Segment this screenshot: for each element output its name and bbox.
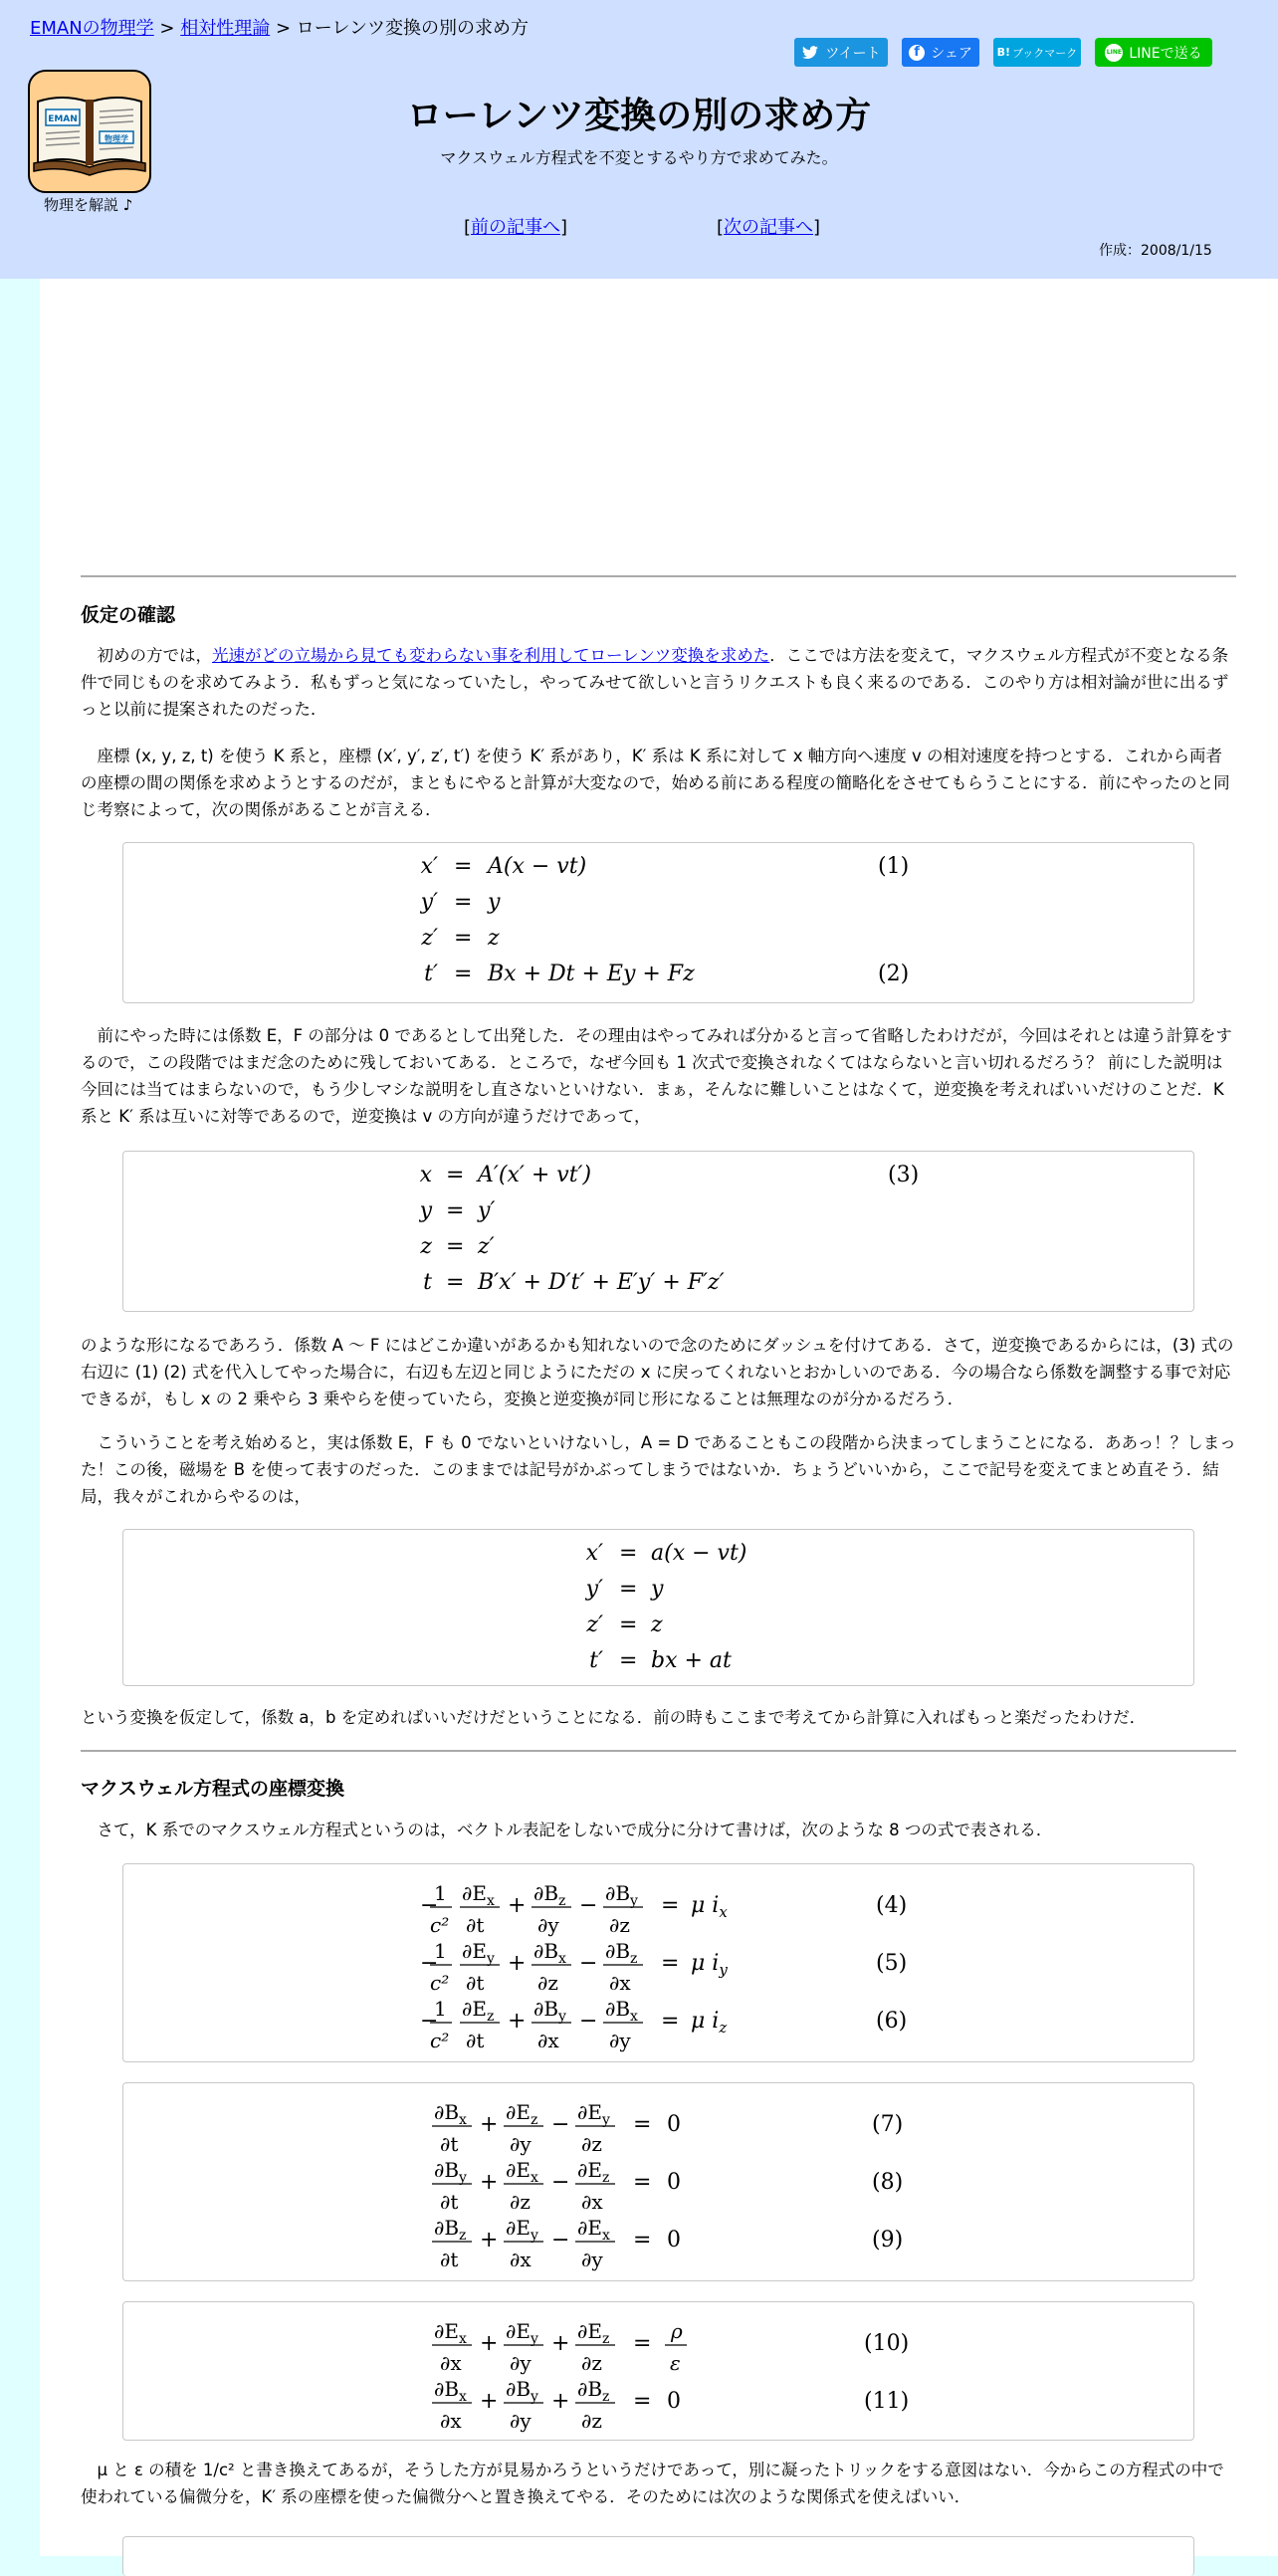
svg-text:∂t: ∂t <box>466 2029 485 2052</box>
svg-text:+: + <box>480 2389 499 2414</box>
page-header <box>0 0 1278 279</box>
svg-text:∂Ez: $\partial E_z$ <box>506 2100 538 2128</box>
svg-text:∂t: ∂t <box>440 2190 459 2214</box>
equation-lhs: y′ <box>420 890 438 915</box>
equals-sign: = <box>454 962 473 986</box>
equation-box-gauss <box>122 2301 1194 2441</box>
svg-text:+: + <box>480 2112 499 2137</box>
equation-set-1 <box>123 843 1193 1002</box>
equation-lhs: x <box>419 1163 432 1187</box>
equals-sign: = <box>619 1541 638 1566</box>
twitter-bird-icon <box>801 44 819 62</box>
svg-text:∂z: ∂z <box>581 2409 602 2433</box>
svg-text:∂Bx: $\partial B_x$ <box>434 2377 467 2405</box>
svg-text:∂Bz: $\partial B_z$ <box>434 2216 467 2244</box>
section-divider <box>81 575 1236 577</box>
equation-lhs: t <box>423 1270 432 1295</box>
line-send-button[interactable] <box>1095 38 1212 67</box>
equation-number: (9) <box>872 2228 904 2253</box>
svg-text:−: − <box>551 2228 570 2253</box>
svg-text:∂y: ∂y <box>609 2029 631 2052</box>
equals-sign: = <box>619 1648 638 1673</box>
svg-text:∂By: $\partial B_y$ <box>506 2377 538 2405</box>
svg-text:+: + <box>480 2170 499 2195</box>
equation-rhs: 0 <box>667 2170 681 2195</box>
svg-text:−: − <box>420 2009 439 2034</box>
equation-set-5 <box>123 2083 1193 2280</box>
svg-text:=: = <box>661 1893 680 1918</box>
facebook-share-label: シェア <box>931 45 972 62</box>
svg-text:+: + <box>508 2009 527 2034</box>
equation-rhs: 0 <box>667 2112 681 2137</box>
svg-text:∂t: ∂t <box>440 2248 459 2271</box>
equation-row-10 <box>432 2319 909 2375</box>
svg-text:1: 1 <box>434 1997 447 2021</box>
svg-text:∂Ex: $\partial E_x$ <box>506 2158 538 2186</box>
svg-text:−: − <box>579 1951 598 1976</box>
equation-rhs: bx + at <box>651 1648 732 1673</box>
equation-rhs: a(x − vt) <box>651 1541 747 1566</box>
svg-text:+: + <box>480 2331 499 2356</box>
equation-lhs: y′ <box>585 1577 603 1602</box>
svg-text:−: − <box>579 2009 598 2034</box>
equation-number: (11) <box>864 2389 910 2414</box>
logo-text: EMAN <box>48 114 78 124</box>
equals-sign: = <box>454 854 473 879</box>
equation-number: (6) <box>876 2009 908 2034</box>
article-content <box>40 279 1278 2556</box>
svg-text:∂x: ∂x <box>510 2248 532 2271</box>
equation-lhs: t′ <box>589 1648 603 1673</box>
svg-text:∂Bz: $\partial B_z$ <box>533 1881 566 1909</box>
svg-text:∂By: $\partial B_y$ <box>434 2158 467 2186</box>
page-title: ローレンツ変換の別の求め方 <box>406 96 872 136</box>
svg-text:∂By: $\partial B_y$ <box>605 1881 638 1909</box>
equation-box-transform <box>122 842 1194 1003</box>
svg-text:∂Ex: $\partial E_x$ <box>577 2216 610 2244</box>
svg-text:∂y: ∂y <box>510 2351 532 2375</box>
equation-lhs: z <box>420 1234 432 1259</box>
equation-number: (7) <box>872 2112 904 2137</box>
svg-text:c²: c² <box>430 1913 450 1937</box>
equation-row-8 <box>432 2158 903 2214</box>
line-icon: LINE <box>1105 44 1123 62</box>
breadcrumb-home-link[interactable]: EMANの物理学 <box>30 18 154 39</box>
equation-row-7 <box>432 2100 903 2156</box>
equation-row-9 <box>432 2216 903 2271</box>
equation-number: (10) <box>864 2331 910 2356</box>
open-book-icon <box>30 72 149 191</box>
svg-text:+: + <box>508 1951 527 1976</box>
svg-text:∂Bx: $\partial B_x$ <box>533 1939 566 1967</box>
svg-text:−: − <box>551 2112 570 2137</box>
equation-box-inverse <box>122 1151 1194 1312</box>
svg-text:∂x: ∂x <box>440 2351 462 2375</box>
equation-rhs: y′ <box>478 1198 496 1223</box>
svg-text:∂Ez: $\partial E_z$ <box>577 2158 610 2186</box>
breadcrumb-separator: > <box>270 18 297 39</box>
svg-text:∂Ey: $\partial E_y$ <box>506 2319 538 2347</box>
svg-text:∂Bz: $\partial B_z$ <box>577 2377 610 2405</box>
svg-text:∂x: ∂x <box>440 2409 462 2433</box>
equation-box-partial-relations <box>122 2536 1194 2576</box>
paragraph-coefficients: 前にやった時には係数 E，F の部分は 0 であるとして出発した．その理由はやってみれば分かると言って省略したわけだが，今回はそれとは違う計算をするので，この段階ではまだ念のために残しておいてある．ところで，なぜ今回も 1 次式で変換されなくてはならないと言い切れるだろう？ 前にした説明は今回には当てはまらないので，もう少しマシな説明をし直さないといけない．まぁ，そんなに難しいことはなくて，逆変換を考えればいいだけのことだ．K 系と K′ 系は互いに対等であるので，逆変換は v の方向が違うだけであって， <box>81 1026 1232 1126</box>
equation-rhs: A(x − vt) <box>488 854 587 879</box>
equals-sign: = <box>446 1234 465 1259</box>
svg-text:∂z: ∂z <box>537 1971 558 1995</box>
equation-lhs: x′ <box>585 1541 603 1566</box>
equation-box-ampere <box>122 1863 1194 2062</box>
svg-text:μ iy: μ $i_y$ <box>691 1951 728 1979</box>
next-article-link[interactable]: 次の記事へ <box>724 217 814 238</box>
paragraph-coordinates: 座標 (x, y, z, t) を使う K 系と，座標 (x′, y′, z′, t′) を使う K′ 系があり，K′ 系は K 系に対して x 軸方向へ速度 v の相対速度を持つとする．これから両者の座標の間の関係を求めようとするのだが，まともにやると計算が大変なので，始める前にある程度の簡略化をさせてもらうことにする．前にやったのと同じ考察によって，次の関係があることが言える． <box>81 747 1230 819</box>
svg-text:+: + <box>480 2228 499 2253</box>
equation-number: (8) <box>872 2170 904 2195</box>
svg-text:1: 1 <box>434 1881 447 1905</box>
svg-text:μ ix: μ $i_x$ <box>691 1893 728 1921</box>
svg-text:=: = <box>633 2331 652 2356</box>
logo-caption: 物理を解説 ♪ <box>44 196 133 214</box>
equation-set-6 <box>123 2302 1193 2440</box>
svg-text:−: − <box>551 2170 570 2195</box>
svg-text:∂t: ∂t <box>440 2132 459 2156</box>
paragraph-maxwell-intro: さて，K 系でのマクスウェル方程式というのは，ベクトル表記をしないで成分に分けて書けば，次のような 8 つの式で表される． <box>97 1821 1053 1839</box>
section-title-maxwell: マクスウェル方程式の座標変換 <box>81 1778 345 1800</box>
svg-text:c²: c² <box>430 1971 450 1995</box>
svg-text:∂Ex: $\partial E_x$ <box>434 2319 467 2347</box>
equation-rhs: z <box>488 926 500 951</box>
section-divider <box>81 1750 1236 1752</box>
section-title-assumptions: 仮定の確認 <box>81 604 176 626</box>
equation-rhs: 0 <box>667 2228 681 2253</box>
equation-rhs: B′x′ + D′t′ + E′y′ + F′z′ <box>478 1270 725 1295</box>
svg-text:−: − <box>420 1893 439 1918</box>
equation-lhs: y <box>419 1198 432 1223</box>
page-subtitle: マクスウェル方程式を不変とするやり方で求めてみた。 <box>440 148 838 167</box>
equals-sign: = <box>454 926 473 951</box>
paragraph-text: ．ここでは方法を変えて，マクスウェル方程式が不変となる条件で同じものを求めてみよう．私もずっと気になっていたし，やってみせて欲しいと言うリクエストも良く来るのである．このやり方は相対論が世に出るずっと以前に提案されたのだった． <box>81 646 1229 719</box>
equals-sign: = <box>454 890 473 915</box>
prev-article-link[interactable]: 前の記事へ <box>471 217 561 238</box>
svg-text:∂x: ∂x <box>537 2029 559 2052</box>
site-logo[interactable] <box>28 70 151 193</box>
equation-lhs: x′ <box>420 854 438 879</box>
share-buttons <box>794 38 1226 67</box>
created-date: 作成：2008/1/15 <box>1099 243 1212 259</box>
svg-text:∂Ex: $\partial E_x$ <box>462 1881 495 1909</box>
equation-box-faraday <box>122 2082 1194 2281</box>
hatena-b-icon: B! <box>996 46 1011 59</box>
equation-set-4 <box>123 1864 1193 2061</box>
equation-number: (4) <box>876 1893 908 1918</box>
svg-text:∂y: ∂y <box>510 2132 532 2156</box>
svg-text:∂Ey: $\partial E_y$ <box>462 1939 495 1967</box>
svg-text:=: = <box>633 2228 652 2253</box>
hatena-bookmark-label: ブックマーク <box>1012 46 1078 60</box>
svg-text:∂z: ∂z <box>581 2132 602 2156</box>
svg-text:∂Ez: $\partial E_z$ <box>462 1997 495 2025</box>
svg-text:+: + <box>551 2331 570 2356</box>
svg-text:∂y: ∂y <box>581 2248 603 2271</box>
svg-text:∂Ey: $\partial E_y$ <box>577 2100 610 2128</box>
equation-rhs: Bx + Dt + Ey + Fz <box>488 962 695 986</box>
paragraph-inverse-form: のような形になるであろう．係数 A ～ F にはどこか違いがあるかも知れないので念のためにダッシュを付けてある．さて，逆変換であるからには，(3) 式の右辺に (1) (2) 式を代入してやった場合に，右辺も左辺と同じようにただの x に戻ってくれないとおかしいのである．今の場合なら係数を調整する事で対応できるが，もし x の 2 乗やら 3 乗やらを使っていたら，変換と逆変換が同じ形になることは無理なのが分かるだろう． <box>81 1336 1234 1408</box>
equation-set-3 <box>123 1530 1193 1685</box>
paragraph-assumption-summary: という変換を仮定して，係数 a，b を定めればいいだけだということになる．前の時もここまで考えてから計算に入ればもっと楽だったわけだ． <box>81 1708 1147 1727</box>
equation-rhs: y <box>651 1577 664 1602</box>
facebook-share-button[interactable] <box>902 38 979 67</box>
equation-rhs: z′ <box>478 1234 495 1259</box>
next-article-nav: [次の記事へ] <box>717 217 821 238</box>
equation-number: (1) <box>878 854 910 879</box>
svg-text:∂Bx: $\partial B_x$ <box>434 2100 467 2128</box>
svg-text:1: 1 <box>434 1939 447 1963</box>
breadcrumb-separator: > <box>153 18 181 39</box>
svg-text:=: = <box>633 2112 652 2137</box>
equation-box-assumed <box>122 1529 1194 1686</box>
svg-text:∂t: ∂t <box>466 1971 485 1995</box>
equation-set-2 <box>123 1152 1193 1311</box>
svg-text:+: + <box>508 1893 527 1918</box>
equation-number: (2) <box>878 962 910 986</box>
equation-rhs: 0 <box>667 2389 681 2414</box>
svg-text:∂y: ∂y <box>510 2409 532 2433</box>
equation-rhs: z <box>651 1612 663 1637</box>
paragraph-intro <box>81 642 1236 723</box>
svg-text:+: + <box>551 2389 570 2414</box>
breadcrumb <box>30 14 529 40</box>
equals-sign: = <box>446 1270 465 1295</box>
svg-text:∂z: ∂z <box>609 1913 630 1937</box>
hatena-bookmark-button[interactable] <box>993 38 1081 67</box>
equation-row-6 <box>420 1997 907 2052</box>
svg-text:∂x: ∂x <box>581 2190 603 2214</box>
svg-text:−: − <box>579 1893 598 1918</box>
svg-text:−: − <box>420 1951 439 1976</box>
svg-text:=: = <box>661 2009 680 2034</box>
svg-text:∂Bx: $\partial B_x$ <box>605 1997 638 2025</box>
svg-text:=: = <box>661 1951 680 1976</box>
svg-text:∂By: $\partial B_y$ <box>533 1997 566 2025</box>
line-send-label: LINEで送る <box>1129 45 1202 62</box>
svg-text:ε: ε <box>670 2351 681 2375</box>
equation-row-4 <box>420 1881 907 1937</box>
equals-sign: = <box>446 1163 465 1187</box>
svg-text:∂z: ∂z <box>510 2190 531 2214</box>
svg-text:∂y: ∂y <box>537 1913 559 1937</box>
equals-sign: = <box>446 1198 465 1223</box>
svg-text:∂x: ∂x <box>609 1971 631 1995</box>
equation-lhs: z′ <box>586 1612 603 1637</box>
prev-article-nav: [前の記事へ] <box>464 217 568 238</box>
tweet-label: ツイート <box>825 45 881 62</box>
equation-rhs: A′(x′ + vt′) <box>478 1163 592 1187</box>
equation-row-5 <box>420 1939 907 1995</box>
equals-sign: = <box>619 1577 638 1602</box>
svg-text:μ iz: μ $i_z$ <box>691 2009 728 2037</box>
equation-lhs: t′ <box>424 962 438 986</box>
equation-row-11 <box>432 2377 909 2433</box>
svg-text:=: = <box>633 2389 652 2414</box>
equals-sign: = <box>619 1612 638 1637</box>
equation-rhs: y <box>488 890 501 915</box>
svg-text:∂t: ∂t <box>466 1913 485 1937</box>
svg-text:∂Ez: $\partial E_z$ <box>577 2319 610 2347</box>
facebook-icon: f <box>909 45 925 61</box>
equation-number: (5) <box>876 1951 908 1976</box>
equation-lhs: z′ <box>421 926 438 951</box>
tweet-button[interactable] <box>794 38 888 67</box>
svg-text:ρ: ρ <box>671 2319 683 2343</box>
lorentz-light-speed-link[interactable]: 光速がどの立場から見ても変わらない事を利用してローレンツ変換を求めた <box>212 646 770 665</box>
breadcrumb-current: ローレンツ変換の別の求め方 <box>296 18 529 39</box>
svg-text:∂z: ∂z <box>581 2351 602 2375</box>
svg-text:c²: c² <box>430 2029 450 2052</box>
svg-text:∂Ey: $\partial E_y$ <box>506 2216 538 2244</box>
svg-text:∂Bz: $\partial B_z$ <box>605 1939 638 1967</box>
breadcrumb-section-link[interactable]: 相対性理論 <box>180 18 271 39</box>
logo-text-2: 物理学 <box>105 134 128 143</box>
paragraph-rename-coefficients: こういうことを考え始めると，実は係数 E，F も 0 でないといけないし，A = D であることもこの段階から決まってしまうことになる．ああっ！？しまった！この後，磁場を B を使って表すのだった．このままでは記号がかぶってしまうではないか．ちょうどいいから，ここで記号を変えてまとめ直そう．結局，我々がこれからやるのは， <box>81 1433 1236 1506</box>
paragraph-text: 初めの方では， <box>97 646 212 665</box>
svg-text:=: = <box>633 2170 652 2195</box>
paragraph-partial-derivatives: μ と ε の積を 1/c² と書き換えてあるが，そうした方が見易かろうというだけであって，別に凝ったトリックをする意図はない．今からこの方程式の中で使われている偏微分を，K′ 系の座標を使った偏微分へと置き換えてやる．そのためには次のような関係式を使えばいい． <box>81 2461 1224 2506</box>
equation-number: (3) <box>888 1163 920 1187</box>
